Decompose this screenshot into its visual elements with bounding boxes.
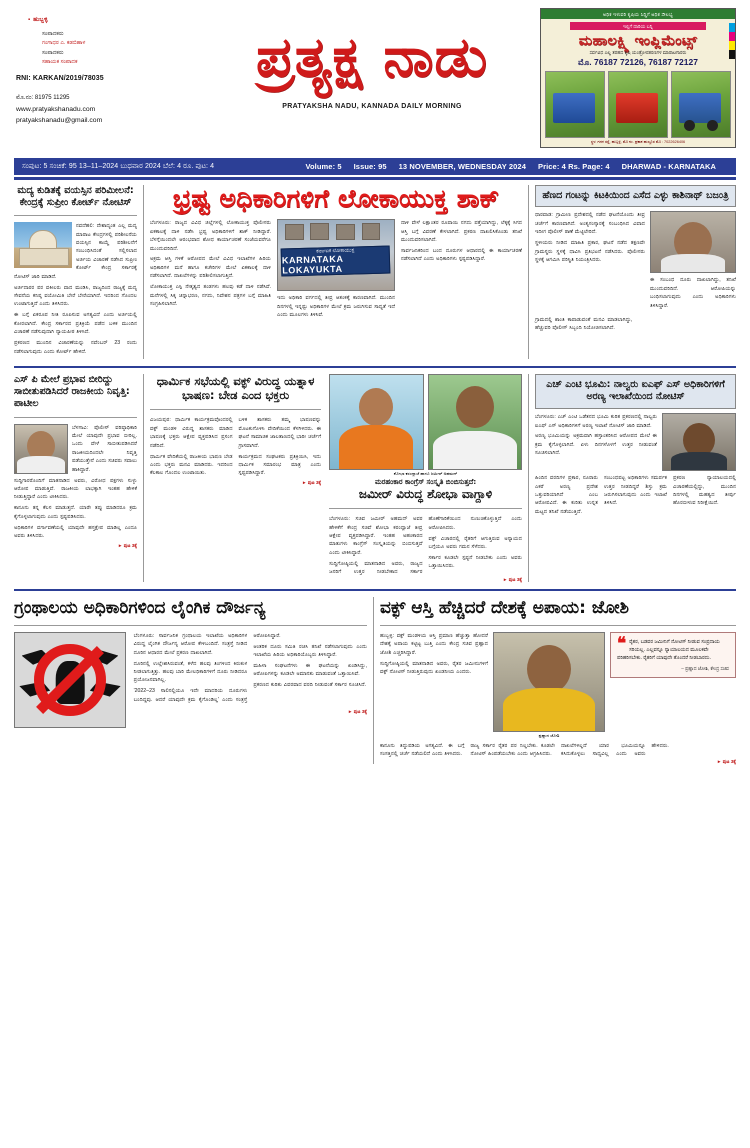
right2-body-left	[535, 413, 657, 471]
photo-caption: ಶೋಭಾ ಕರಂದ್ಲಾಜೆ ಹಾಗೂ ಜಮೀರ್ ಅಹಮದ್	[393, 470, 458, 476]
bottomright-para-4: ದಾಖಲೆಗಳಿಲ್ಲದೆ ಯಾರ ಭೂಮಿಯನ್ನೂ ಕಸಿದುಕೊಳ್ಳಲು ಸಾಧ್ಯವಿಲ್ಲ ಎಂದು ಅವರು ಹೇಳಿದರು.	[561, 742, 669, 758]
lead-para-4: ದಾಳಿ ವೇಳೆ ಲಕ್ಷಾಂತರ ರೂಪಾಯಿ ನಗದು ಪತ್ತೆಯಾಗಿದ್ದು, ಲೆಕ್ಕಕ್ಕೆ ಸಿಗದ ಆಸ್ತಿ ಬಗ್ಗೆ ವಿವರಣೆ ಕೇಳಲಾಗಿದೆ. ಪ್ರಕರಣ ದಾಖಲಿಸಿಕೊಂಡು ತನಿಖೆ ಮುಂದುವರಿಸಲಾಗಿದೆ.	[401, 220, 522, 244]
quote-text: ರೈತರ, ಬಡವರ ಜಮೀನಿಗೆ ನೋಟಿಸ್ ನೀಡುವ ಸಂಪ್ರದಾಯ ಸರಿಯಲ್ಲ. ಎಲ್ಲವನ್ನೂ ನ್ಯಾಯಾಲಯದ ಮೂಲಕವೇ ಪರಿಹರಿಸಬೇಕು. ರೈತರಿಗೆ ಯಾವುದೇ ತೊಂದರೆ ನೀಡಬಾರದು.	[617, 638, 720, 661]
midcenter-para-1: ಧಾರ್ಮಿಕ ವೇದಿಕೆಯಲ್ಲಿ ರಾಜಕೀಯ ಭಾಷಣ ಬೇಡ ಎಂದು ಭಕ್ತರು ಮನವಿ ಮಾಡಿದರು. ಇದರಿಂದ ಕೆಲಕಾಲ ಗೊಂದಲ ಉಂಟಾಯಿತು.	[150, 453, 233, 477]
harassment-graphic	[14, 632, 126, 728]
bottomleft-para-4: ಮಹಿಳಾ ಸಂಘಟನೆಗಳು ಈ ಘಟನೆಯನ್ನು ಖಂಡಿಸಿದ್ದು, ಆರೋಪಿಗಳನ್ನು ಕೂಡಲೇ ಅಮಾನತು ಮಾಡುವಂತೆ ಒತ್ತಾಯಿಸಿವೆ.	[253, 663, 367, 678]
right-column	[528, 185, 736, 359]
lead-headline[interactable]: ಭ್ರಷ್ಟ ಅಧಿಕಾರಿಗಳಿಗೆ ಲೋಕಾಯುಕ್ತ ಶಾಕ್	[172, 183, 500, 213]
right2-para-2: ಹಿಂದಿನ ವರದಿಗಳ ಪ್ರಕಾರ, ನೂರಾರು ಎಕರೆ ಅರಣ್ಯ ಪ್ರದೇಶ ಒತ್ತುವರಿಯಾಗಿದೆ ಎಂಬ ಆರೋಪವಿದೆ. ಈ ಕುರಿತು ಉನ್ನತ ಮಟ್ಟದ ತನಿಖೆ ನಡೆಯುತ್ತಿದೆ.	[535, 475, 598, 515]
midleft-para-2: ಕಾನೂನು ತನ್ನ ಕೆಲಸ ಮಾಡುತ್ತದೆ. ಯಾರೇ ತಪ್ಪು ಮಾಡಿದರೂ ಕ್ರಮ ಕೈಗೊಳ್ಳಲಾಗುವುದು ಎಂದು ಸ್ಪಷ್ಟಪಡಿಸಿದರು.	[14, 505, 137, 520]
ad-ribbon: ಇಲ್ಲಿಗೆ ದಾರಿಯ ಬನ್ನಿ	[570, 22, 706, 30]
lead-para-0: ಬೆಂಗಳೂರು: ರಾಜ್ಯದ ವಿವಿಧ ಜಿಲ್ಲೆಗಳಲ್ಲಿ ಲೋಕಾಯುಕ್ತ ಪೊಲೀಸರು ಏಕಕಾಲಕ್ಕೆ ದಾಳಿ ನಡೆಸಿ ಭ್ರಷ್ಟ ಅಧಿಕಾರಿಗಳಿಗೆ ಶಾಕ್ ನೀಡಿದ್ದಾರೆ. ಬೆಳಗ್ಗೆಯಿಂದಲೇ ಆರಂಭವಾದ ಶೋಧ ಕಾರ್ಯಾಚರಣೆ ಸಂಜೆಯವರೆಗೂ ಮುಂದುವರಿದಿದೆ.	[150, 220, 271, 252]
ad-product-trailer	[671, 71, 731, 138]
divider	[329, 508, 522, 509]
mid-photos-headline[interactable]: ಜಮೀರ್ ವಿರುದ್ಧ ಶೋಭಾ ವಾಗ್ದಾಳಿ	[358, 486, 493, 501]
lead-para-3: ಇದು ಅಧಿಕಾರಿ ವರ್ಗದಲ್ಲಿ ತೀವ್ರ ಆತಂಕಕ್ಕೆ ಕಾರಣವಾಗಿದೆ. ಮುಂದಿನ ದಿನಗಳಲ್ಲಿ ಇನ್ನಷ್ಟು ಅಧಿಕಾರಿಗಳ ಮೇಲೆ ಕ್ರಮ ಜರುಗಿಸುವ ಸಾಧ್ಯತೆ ಇದೆ ಎಂದು ಮೂಲಗಳು ತಿಳಿಸಿವೆ.	[277, 295, 395, 319]
lead-body-under-photo	[277, 294, 395, 319]
left-para-3: ಪ್ರಕರಣದ ಮುಂದಿನ ವಿಚಾರಣೆಯನ್ನು ನವೆಂಬರ್ 23 ರಂದು ನಡೆಸಲಾಗುವುದು ಎಂದು ಕೋರ್ಟ್ ಹೇಳಿದೆ.	[14, 340, 137, 355]
bottom-right-headline[interactable]: ವಕ್ಫ್ ಆಸ್ತಿ ಹೆಚ್ಚಿದರೆ ದೇಶಕ್ಕೆ ಅಪಾಯ: ಜೋಶಿ	[380, 597, 629, 618]
person-photo-zameer	[428, 374, 522, 470]
masthead-title-block	[204, 8, 540, 110]
color-registration-bars	[729, 23, 735, 59]
right-story-headline[interactable]: ಹೆಣದ ಗಂಟನ್ನು ಕಿಟಕಿಯಿಂದ ಎಸೆದ ಎಳ್ಳು ಕಾಶಿನಾಥ್ ಬಜಂತ್ರಿ	[535, 185, 736, 208]
top-advertisement[interactable]	[540, 8, 736, 148]
right1-para-2: ಈ ಸಂಬಂಧ ದೂರು ದಾಖಲಾಗಿದ್ದು, ತನಿಖೆ ಮುಂದುವರಿದಿದೆ. ಆರೋಪಿಯನ್ನು ಬಂಧಿಸಲಾಗುವುದು ಎಂದು ಅಧಿಕಾರಿಗಳು ತಿಳಿಸಿದ್ದಾರೆ.	[650, 277, 736, 309]
midphotos-para-2: ವಕ್ಫ್ ವಿಚಾರದಲ್ಲಿ ರೈತರಿಗೆ ಆಗುತ್ತಿರುವ ಅನ್ಯಾಯದ ಬಗ್ಗೆಯೂ ಅವರು ಗಮನ ಸೆಳೆದರು.	[428, 535, 522, 550]
contact-website[interactable]: www.pratyakshanadu.com	[16, 105, 96, 113]
mid-photos-body	[329, 515, 522, 576]
mid-photos-kicker: ಮರಹಂಕಾರ ಕಾಂಗ್ರೆಸ್ ಸಂಸ್ಕೃತಿ ಬಿಂಬಿಸುತ್ತದೆ:	[374, 477, 477, 486]
right1-para-1: ಸ್ಥಳೀಯರು ನೀಡಿದ ಮಾಹಿತಿ ಪ್ರಕಾರ, ಘಟನೆ ನಡೆದ ತಕ್ಷಣವೇ ಗ್ರಾಮಸ್ಥರು ಸ್ಥಳಕ್ಕೆ ಧಾವಿಸಿ ಪ್ರತಿಭಟನೆ ನಡೆಸಿದರು. ಪೊಲೀಸರು ಸ್ಥಳಕ್ಕೆ ಆಗಮಿಸಿ ಪರಿಸ್ಥಿತಿ ನಿಯಂತ್ರಿಸಿದರು.	[535, 240, 645, 263]
supreme-court-photo	[14, 222, 72, 268]
bottom-right-body-bottom	[380, 742, 736, 759]
ad-product-plough	[545, 71, 605, 138]
right2-para-3: ಸಂಬಂಧಪಟ್ಟ ಅಧಿಕಾರಿಗಳು ಸಮರ್ಪಕ ಉತ್ತರ ನೀಡದಿದ್ದರೆ ಶಿಸ್ತು ಕ್ರಮ ಜರುಗಿಸಲಾಗುವುದು ಎಂದು ಇಲಾಖೆ ತಿಳಿಸಿದೆ.	[604, 475, 667, 507]
ad-tagline: ಸರ್ವವಿಧ ಎಲ್ಲ ತರಹದ ಕೃಷಿ ಯಂತ್ರೋಪಕರಣಗಳ ಮಾರಾಟಗಾರರು	[589, 50, 687, 55]
divider	[14, 625, 367, 626]
mid-left-continue-link[interactable]: ► ಪುಟ 3ಕ್ಕೆ	[117, 543, 137, 549]
edition-label: ▪ ಹುಬ್ಬಳ್ಳಿ	[14, 16, 204, 25]
mid-left-body	[14, 424, 137, 541]
person-photo-shobha	[329, 374, 423, 470]
right2-para-1: ಅರಣ್ಯ ಭೂಮಿಯನ್ನು ಅಕ್ರಮವಾಗಿ ಹಸ್ತಾಂತರಿಸಿದ ಆರೋಪದ ಮೇಲೆ ಈ ಕ್ರಮ ಕೈಗೊಳ್ಳಲಾಗಿದೆ. ಏಳು ದಿನಗಳೊಳಗೆ ಉತ್ತರ ನೀಡುವಂತೆ ಸೂಚಿಸಲಾಗಿದೆ.	[535, 433, 657, 457]
lead-body-right	[401, 219, 522, 264]
person-photo-patil	[14, 424, 68, 474]
info-issue: Issue: 95	[353, 162, 387, 171]
mid-left-column	[14, 374, 144, 582]
lead-para-5: ಸಾರ್ವಜನಿಕರಿಂದ ಬಂದ ದೂರುಗಳ ಆಧಾರದಲ್ಲಿ ಈ ಕಾರ್ಯಾಚರಣೆ ನಡೆಸಲಾಗಿದೆ ಎಂದು ಅಧಿಕಾರಿಗಳು ಸ್ಪಷ್ಟಪಡಿಸಿದ್ದಾರೆ.	[401, 248, 522, 263]
contact-block	[14, 94, 204, 126]
bottom-right-body-left	[380, 632, 488, 738]
joshi-photo-caption: ಪ್ರಹ್ಲಾದ ಜೋಶಿ	[538, 732, 560, 738]
signboard-english: KARNATAKA LOKAYUKTA	[282, 253, 344, 276]
lokayukta-office-photo	[277, 219, 395, 291]
contact-phone: ಮೊ.ನಂ: 81975 11295	[16, 94, 70, 101]
lead-para-2: ಲೋಕಾಯುಕ್ತ ಎಸ್ಪಿ ನೇತೃತ್ವದ ತಂಡಗಳು ಹಲವು ಕಡೆ ದಾಳಿ ನಡೆಸಿವೆ. ಮನೆಗಳಲ್ಲಿ ಸಿಕ್ಕ ಚಿನ್ನಾಭರಣ, ನಗದು, ನಿವೇಶನ ಪತ್ರಗಳ ಬಗ್ಗೆ ಮಾಹಿತಿ ಸಂಗ್ರಹಿಸಲಾಗಿದೆ.	[150, 284, 271, 308]
right1-para-0: ಧಾರವಾಡ: ಗ್ರಾಮೀಣ ಪ್ರದೇಶದಲ್ಲಿ ನಡೆದ ಘಟನೆಯೊಂದು ತೀವ್ರ ಚರ್ಚೆಗೆ ಕಾರಣವಾಗಿದೆ. ಅಂತ್ಯಸಂಸ್ಕಾರಕ್ಕೆ ಸಂಬಂಧಿಸಿದ ವಿವಾದ ಇದೀಗ ಪೊಲೀಸ್ ಠಾಣೆ ಮೆಟ್ಟಿಲೇರಿದೆ.	[535, 212, 645, 236]
bottom-left-story	[14, 597, 374, 764]
divider	[14, 417, 137, 418]
bottomleft-para-0: ಬೆಂಗಳೂರು: ಸಾರ್ವಜನಿಕ ಗ್ರಂಥಾಲಯ ಇಲಾಖೆಯ ಅಧಿಕಾರಿಗಳ ವಿರುದ್ಧ ಲೈಂಗಿಕ ದೌರ್ಜನ್ಯ ಆರೋಪ ಕೇಳಿಬಂದಿದೆ. ಸಂತ್ರಸ್ತೆ ನೀಡಿದ ದೂರಿನ ಆಧಾರದ ಮೇಲೆ ಪ್ರಕರಣ ದಾಖಲಾಗಿದೆ.	[133, 632, 248, 656]
credit-role-2: ಸಂಪಾದಕರು	[42, 49, 64, 56]
issue-info-bar	[14, 158, 736, 175]
top-content-row	[14, 185, 736, 359]
right1-para-3: ಗ್ರಾಮದಲ್ಲಿ ಶಾಂತಿ ಕಾಪಾಡುವಂತೆ ಮನವಿ ಮಾಡಲಾಗಿದ್ದು, ಹೆಚ್ಚುವರಿ ಪೊಲೀಸ್ ಸಿಬ್ಬಂದಿ ನಿಯೋಜಿಸಲಾಗಿದೆ.	[535, 316, 633, 331]
info-date: 13 NOVEMBER, WEDNESDAY 2024	[398, 162, 526, 171]
divider	[380, 625, 736, 626]
midphotos-para-0: ಬೆಂಗಳೂರು: ಸಚಿವ ಜಮೀರ್ ಅಹಮದ್ ಅವರ ಹೇಳಿಕೆಗೆ ಕೇಂದ್ರ ಸಚಿವೆ ಶೋಭಾ ಕರಂದ್ಲಾಜೆ ತೀವ್ರ ಆಕ್ಷೇಪ ವ್ಯಕ್ತಪಡಿಸಿದ್ದಾರೆ. ಇಂತಹ ಅಹಂಕಾರದ ಮಾತುಗಳು ಕಾಂಗ್ರೆಸ್ ಸಂಸ್ಕೃತಿಯನ್ನು ಬಿಂಬಿಸುತ್ತವೆ ಎಂದು ಟೀಕಿಸಿದ್ದಾರೆ.	[329, 516, 423, 556]
signboard-kannada: ಕರ್ನಾಟಕ ಲೋಕಾಯುಕ್ತ	[316, 247, 355, 255]
right-story-body-left	[535, 211, 645, 312]
right2-para-0: ಬೆಂಗಳೂರು: ಎಚ್ ಎಂಟಿ ಒಡೆತನದ ಭೂಮಿ ಕುರಿತ ಪ್ರಕರಣದಲ್ಲಿ ನಾಲ್ವರು ಐಎಫ್ ಎಸ್ ಅಧಿಕಾರಿಗಳಿಗೆ ಅರಣ್ಯ ಇಲಾಖೆ ನೋಟಿಸ್ ಜಾರಿ ಮಾಡಿದೆ.	[535, 414, 657, 429]
bottom-left-continue-link[interactable]: ► ಪುಟ 3ಕ್ಕೆ	[347, 709, 367, 715]
info-price: Price: 4 Rs. Page: 4	[537, 162, 610, 171]
editorial-credits	[14, 30, 204, 67]
paper-subtitle: PRATYAKSHA NADU, KANNADA DAILY MORNING	[282, 103, 462, 110]
right2-body-bottom	[535, 474, 736, 516]
ad-top-strip: ಅಧಿಕ ಇಳುವರಿ ಕೃಷಿಯ ಸಿಧ್ಧಿಗೆ ಅಧಿಕ ಸೌಲಭ್ಯ	[541, 9, 735, 19]
midleft-para-1: ಸುದ್ದಿಗಾರರೊಂದಿಗೆ ಮಾತನಾಡಿದ ಅವರು, ವಿರೋಧ ಪಕ್ಷಗಳು ಸುಳ್ಳು ಆರೋಪ ಮಾಡುತ್ತಿವೆ. ರಾಜಕೀಯ ಲಾಭಕ್ಕಾಗಿ ಇಂತಹ ಹೇಳಿಕೆ ನೀಡುತ್ತಿದ್ದಾರೆ ಎಂದು ಟೀಕಿಸಿದರು.	[14, 477, 137, 501]
info-place: DHARWAD - KARNATAKA	[621, 162, 716, 171]
mid-right-column	[528, 374, 736, 582]
masthead-divider	[14, 177, 736, 180]
left-para-2: ಈ ಬಗ್ಗೆ ಏಕರೂಪ ನೀತಿ ರೂಪಿಸುವ ಅಗತ್ಯವಿದೆ ಎಂದು ಅರ್ಜಿಯಲ್ಲಿ ಕೋರಲಾಗಿದೆ. ಕೇಂದ್ರ ಸರ್ಕಾರದ ಪ್ರತಿಕ್ರಿಯೆ ಪಡೆದ ಬಳಿಕ ಮುಂದಿನ ವಿಚಾರಣೆ ನಡೆಸುವುದಾಗಿ ನ್ಯಾಯಪೀಠ ತಿಳಿಸಿದೆ.	[14, 312, 137, 336]
masthead-left-info	[14, 8, 204, 126]
midcenter-para-3: ಕಾರ್ಯಕ್ರಮದ ಸಂಘಟಕರು ಪ್ರತಿಕ್ರಿಯಿಸಿ, ಇದು ಧಾರ್ಮಿಕ ಸಮಾರಂಭ ಮಾತ್ರ ಎಂದು ಸ್ಪಷ್ಟಪಡಿಸಿದ್ದಾರೆ.	[238, 453, 322, 477]
credit-role-1: ಸಂಪಾದಕರು	[42, 31, 64, 37]
midcenter-para-2: ಬಳಿಕ ಶಾಸಕರು ತಮ್ಮ ಭಾಷಣವನ್ನು ಮೊಟಕುಗೊಳಿಸಿ ವೇದಿಕೆಯಿಂದ ಕೆಳಗಿಳಿದರು. ಈ ಘಟನೆ ಸಾಮಾಜಿಕ ಜಾಲತಾಣದಲ್ಲಿ ಭಾರೀ ಚರ್ಚೆಗೆ ಗ್ರಾಸವಾಗಿದೆ.	[238, 417, 322, 449]
bottomright-para-1: ಸುದ್ದಿಗೋಷ್ಠಿಯಲ್ಲಿ ಮಾತನಾಡಿದ ಅವರು, ರೈತರ ಜಮೀನುಗಳಿಗೆ ವಕ್ಫ್ ನೋಟಿಸ್ ನೀಡುತ್ತಿರುವುದು ಖಂಡನೀಯ ಎಂದರು.	[380, 660, 488, 675]
left-story-headline[interactable]: ಮದ್ಯ ಕುಡಿತಕ್ಕೆ ವಯಸ್ಸಿನ ಪರಿಮೀಲನೆ: ಕೇಂದ್ರಕ್ಕೆ ಸುಪ್ರೀಂ ಕೋರ್ಟ್ ನೋಟಿಸ್	[17, 184, 134, 208]
mid-center-continue-link[interactable]: ► ಪುಟ 3ಕ್ಕೆ	[302, 480, 322, 486]
contact-email[interactable]: pratyakshanadu@gmail.com	[16, 116, 103, 124]
rni-number: RNI: KARKAN/2019/78035	[16, 75, 104, 83]
paper-title: ಪ್ರತ್ಯಕ್ಷ ನಾಡು	[256, 25, 488, 89]
ad-product-rotavator	[608, 71, 668, 138]
midphotos-para-1: ಸುದ್ದಿಗೋಷ್ಠಿಯಲ್ಲಿ ಮಾತನಾಡಿದ ಅವರು, ರಾಜ್ಯದ ಜನರಿಗೆ ಉತ್ತರ ನೀಡಬೇಕಾದ ಸರ್ಕಾರ ಹೊಣೆಗಾರಿಕೆಯಿಂದ ನುಣುಚಿಕೊಳ್ಳುತ್ತಿದೆ ಎಂದು ಆರೋಪಿಸಿದರು.	[329, 516, 522, 576]
bottom-right-story	[374, 597, 736, 764]
ad-product-photos	[541, 71, 735, 138]
bottom-left-body	[14, 632, 367, 709]
info-kannada: ಸಂಪುಟ: 5 ಸಂಚಿಕೆ: 95 13–11–2024 ಬುಧವಾರ 2024 ಬೆಲೆ: 4 ರೂ. ಪುಟ: 4	[22, 162, 215, 170]
mid-left-headline[interactable]: ಎಸ್ ಪಿ ಮೇಲೆ ಪ್ರಭಾವ ಬೀರಿದ್ದು ಸಾಬೀತುಪಡಿಸಿದರೆ ರಾಜಕೀಯ ನಿವೃತ್ತಿ: ಪಾಟೀಲ	[14, 373, 130, 410]
bottomleft-para-5: ಪ್ರಕರಣದ ಕುರಿತು ವಿವರವಾದ ವರದಿ ನೀಡುವಂತೆ ಸರ್ಕಾರ ಸೂಚಿಸಿದೆ.	[253, 682, 367, 689]
left-column	[14, 185, 144, 359]
bottom-right-continue-link[interactable]: ► ಪುಟ 3ಕ್ಕೆ	[716, 758, 736, 764]
ad-brand-title: ಮಹಾಲಕ್ಷ್ಮಿ ಇಂಪ್ಲಿಮೆಂಟ್ಸ್	[578, 33, 698, 49]
quote-attribution: – ಪ್ರಹ್ಲಾದ ಜೋಶಿ, ಕೇಂದ್ರ ಸಚಿವ	[681, 665, 729, 671]
midleft-para-0: ಬೆಳಗಾವಿ: ಪೊಲೀಸ್ ವರಿಷ್ಠಾಧಿಕಾರಿ ಮೇಲೆ ಯಾವುದೇ ಪ್ರಭಾವ ಬೀರಿಲ್ಲ. ಒಂದು ವೇಳೆ ಸಾಬೀತುಪಡಿಸಿದರೆ ರಾಜಕೀಯದಿಂದಲೇ ನಿವೃತ್ತಿ ಪಡೆಯುತ್ತೇನೆ ಎಂದು ಸಚಿವರು ಸವಾಲು ಹಾಕಿದ್ದಾರೆ.	[72, 424, 137, 473]
midcenter-para-0: ವಿಜಯಪುರ: ಧಾರ್ಮಿಕ ಕಾರ್ಯಕ್ರಮವೊಂದರಲ್ಲಿ ವಕ್ಫ್ ಮಂಡಳಿ ವಿರುದ್ಧ ಶಾಸಕರು ಮಾಡಿದ ಭಾಷಣಕ್ಕೆ ಭಕ್ತರು ಆಕ್ಷೇಪ ವ್ಯಕ್ತಪಡಿಸಿದ ಪ್ರಸಂಗ ನಡೆದಿದೆ.	[150, 417, 233, 449]
right-story-body-bottom	[535, 316, 736, 333]
bottomleft-para-2: '2022–23 ಸಾಲಿನಲ್ಲಿಯೂ ಇದೇ ಮಾದರಿಯ ದೂರುಗಳು ಬಂದಿದ್ದವು. ಆದರೆ ಯಾವುದೇ ಕ್ರಮ ಕೈಗೊಂಡಿಲ್ಲ' ಎಂದು ಸಂತ್ರಸ್ತೆ ಆರೋಪಿಸಿದ್ದಾರೆ.	[133, 632, 281, 703]
middle-content-row	[14, 374, 736, 582]
left-story-body	[14, 222, 137, 356]
section-divider-2	[14, 589, 736, 591]
bottom-content-row	[14, 597, 736, 764]
bottomright-para-0: ಹುಬ್ಬಳ್ಳಿ: ವಕ್ಫ್ ಮಂಡಳಿಯ ಆಸ್ತಿ ಪ್ರಮಾಣ ಹೆಚ್ಚುತ್ತಾ ಹೋದರೆ ದೇಶಕ್ಕೆ ಅಪಾಯ ಕಟ್ಟಿಟ್ಟ ಬುತ್ತಿ ಎಂದು ಕೇಂದ್ರ ಸಚಿವ ಪ್ರಹ್ಲಾದ ಜೋಶಿ ಎಚ್ಚರಿಸಿದ್ದಾರೆ.	[380, 632, 488, 656]
person-photo-joshi	[493, 632, 605, 732]
mid-photos-continue-link[interactable]: ► ಪುಟ 3ಕ್ಕೆ	[502, 576, 522, 582]
ad-phone-numbers: ಮೊ. 76187 72126, 76187 72127	[578, 57, 698, 67]
bottomleft-para-1: ದೂರಿನಲ್ಲಿ ಉಲ್ಲೇಖಿಸಿರುವಂತೆ, ಕಳೆದ ಹಲವು ತಿಂಗಳಿಂದ ಕಿರುಕುಳ ನೀಡಲಾಗುತ್ತಿತ್ತು. ಹಲವು ಬಾರಿ ಮೇಲಧಿಕಾರಿಗಳಿಗೆ ದೂರು ನೀಡಿದರೂ ಪ್ರಯೋಜನವಾಗಿಲ್ಲ.	[133, 660, 248, 684]
ad-footer-address: ಸ್ಥಳ: ಗದಗ ರಸ್ತೆ, ಹುಬ್ಬಳ್ಳಿ, ಮೊ ನಂ. ಪ್ರಕಾಶ ಹುಲ್ಲೂರ ಮೊ : 7022626406	[590, 140, 686, 144]
bottomright-para-2: ಕಾನೂನು ತಿದ್ದುಪಡಿಯ ಅಗತ್ಯವಿದೆ. ಈ ಬಗ್ಗೆ ಸಂಸತ್ತಿನಲ್ಲಿ ಚರ್ಚೆ ನಡೆಯಲಿದೆ ಎಂದು ತಿಳಿಸಿದರು.	[380, 742, 465, 758]
credit-name-2: ಸಹಾಯಕ ಸಂಪಾದಕ	[42, 59, 78, 66]
main-column	[144, 185, 528, 359]
politician-photo-pair	[329, 374, 522, 470]
mid-center-column	[144, 374, 528, 582]
divider	[150, 409, 321, 410]
left-para-1: ಅರ್ಜಿದಾರರ ಪರ ವಕೀಲರು ವಾದ ಮಂಡಿಸಿ, ರಾಜ್ಯದಿಂದ ರಾಜ್ಯಕ್ಕೆ ಮದ್ಯ ಸೇವನೆಯ ಕನಿಷ್ಠ ವಯೋಮಿತಿ ಬೇರೆ ಬೇರೆಯಾಗಿದೆ. ಇದರಿಂದ ಗೊಂದಲ ಉಂಟಾಗುತ್ತಿದೆ ಎಂದು ತಿಳಿಸಿದರು.	[14, 284, 137, 308]
midleft-para-3: ಅಧಿಕಾರಿಗಳ ವರ್ಗಾವಣೆಯಲ್ಲಿ ಯಾವುದೇ ಹಸ್ತಕ್ಷೇಪ ಮಾಡಿಲ್ಲ ಎಂದೂ ಅವರು ತಿಳಿಸಿದರು.	[14, 524, 137, 540]
quote-mark-icon: ❝	[617, 633, 627, 653]
mid-center-body	[150, 416, 321, 480]
section-divider-1	[14, 366, 736, 368]
right-story-body-under-photo	[650, 276, 736, 310]
credit-name-1: ಗಂಗಾಧರ ಎ. ಕಡಬಿಹಾಳ	[42, 40, 86, 47]
masthead	[14, 8, 736, 156]
divider	[14, 215, 137, 216]
person-photo-bajantri	[650, 211, 736, 273]
mid-center-headline[interactable]: ಧಾರ್ಮಿಕ ಸಭೆಯಲ್ಲಿ ವಕ್ಫ್ ವಿರುದ್ಧ ಯತ್ನಾಳ ಭಾಷಣ: ಬೇಡ ಎಂದ ಭಕ್ತರು	[156, 373, 315, 403]
midphotos-para-3: ಸರ್ಕಾರ ಕೂಡಲೇ ಸ್ಪಷ್ಟನೆ ನೀಡಬೇಕು ಎಂದು ಅವರು ಒತ್ತಾಯಿಸಿದರು.	[428, 554, 522, 570]
info-volume: Volume: 5	[305, 162, 342, 171]
quote-callout	[610, 632, 736, 678]
person-photo-officer	[662, 413, 736, 471]
right2-headline[interactable]: ಎಚ್ ಎಂಟಿ ಭೂಮಿ: ನಾಲ್ವರು ಐಎಫ್ ಎಸ್ ಅಧಿಕಾರಿಗಳಿಗೆ ಅರಣ್ಯ ಇಲಾಖೆಯಿಂದ ನೋಟಿಸ್	[535, 374, 736, 410]
bottom-left-headline[interactable]: ಗ್ರಂಥಾಲಯ ಅಧಿಕಾರಿಗಳಿಂದ ಲೈಂಗಿಕ ದೌರ್ಜನ್ಯ	[14, 597, 266, 618]
left-para-0: ನವದೆಹಲಿ: ದೇಶಾದ್ಯಂತ ಎಲ್ಲ ಮದ್ಯ ಮಾರಾಟ ಕೇಂದ್ರಗಳಲ್ಲಿ ಪರಿಶೀಲನೆಯ ವಯಸ್ಸಿನ ಕಾಯ್ದೆ ಪರಿಶೀಲನೆಗೆ ಸಂಬಂಧಿಸಿದಂತೆ ಸಲ್ಲಿಸಲಾದ ಅರ್ಜಿಯ ವಿಚಾರಣೆ ನಡೆಸಿದ ಸುಪ್ರೀಂ ಕೋರ್ಟ್ ಕೇಂದ್ರ ಸರ್ಕಾರಕ್ಕೆ ನೋಟಿಸ್ ಜಾರಿ ಮಾಡಿದೆ.	[14, 223, 137, 280]
lead-para-1: ಅಕ್ರಮ ಆಸ್ತಿ ಗಳಿಕೆ ಆರೋಪದ ಮೇಲೆ ವಿವಿಧ ಇಲಾಖೆಗಳ ಹಿರಿಯ ಅಧಿಕಾರಿಗಳ ಮನೆ ಹಾಗೂ ಕಚೇರಿಗಳ ಮೇಲೆ ಏಕಕಾಲಕ್ಕೆ ದಾಳಿ ನಡೆಸಲಾಗಿದೆ. ದಾಖಲೆಗಳನ್ನು ಪರಿಶೀಲಿಸಲಾಗುತ್ತಿದೆ.	[150, 256, 271, 280]
lokayukta-signboard	[281, 245, 391, 276]
lead-body-left	[150, 219, 271, 308]
bottomright-para-3: ರಾಜ್ಯ ಸರ್ಕಾರ ರೈತರ ಪರ ನಿಲ್ಲಬೇಕು. ಕೂಡಲೇ ನೋಟಿಸ್ ಹಿಂಪಡೆಯಬೇಕು ಎಂದು ಆಗ್ರಹಿಸಿದರು.	[470, 742, 555, 758]
bottomleft-para-3: ಆಂತರಿಕ ದೂರು ಸಮಿತಿ ರಚಿಸಿ ತನಿಖೆ ನಡೆಸಲಾಗುವುದು ಎಂದು ಇಲಾಖೆಯ ಹಿರಿಯ ಅಧಿಕಾರಿಯೊಬ್ಬರು ತಿಳಿಸಿದ್ದಾರೆ.	[253, 643, 367, 659]
right2-para-4: ಪ್ರಕರಣ ನ್ಯಾಯಾಲಯದಲ್ಲಿ ವಿಚಾರಣೆಯಲ್ಲಿದ್ದು, ಮುಂದಿನ ದಿನಗಳಲ್ಲಿ ಮಹತ್ವದ ತೀರ್ಪು ಹೊರಬೀಳುವ ನಿರೀಕ್ಷೆಯಿದೆ.	[673, 475, 736, 507]
